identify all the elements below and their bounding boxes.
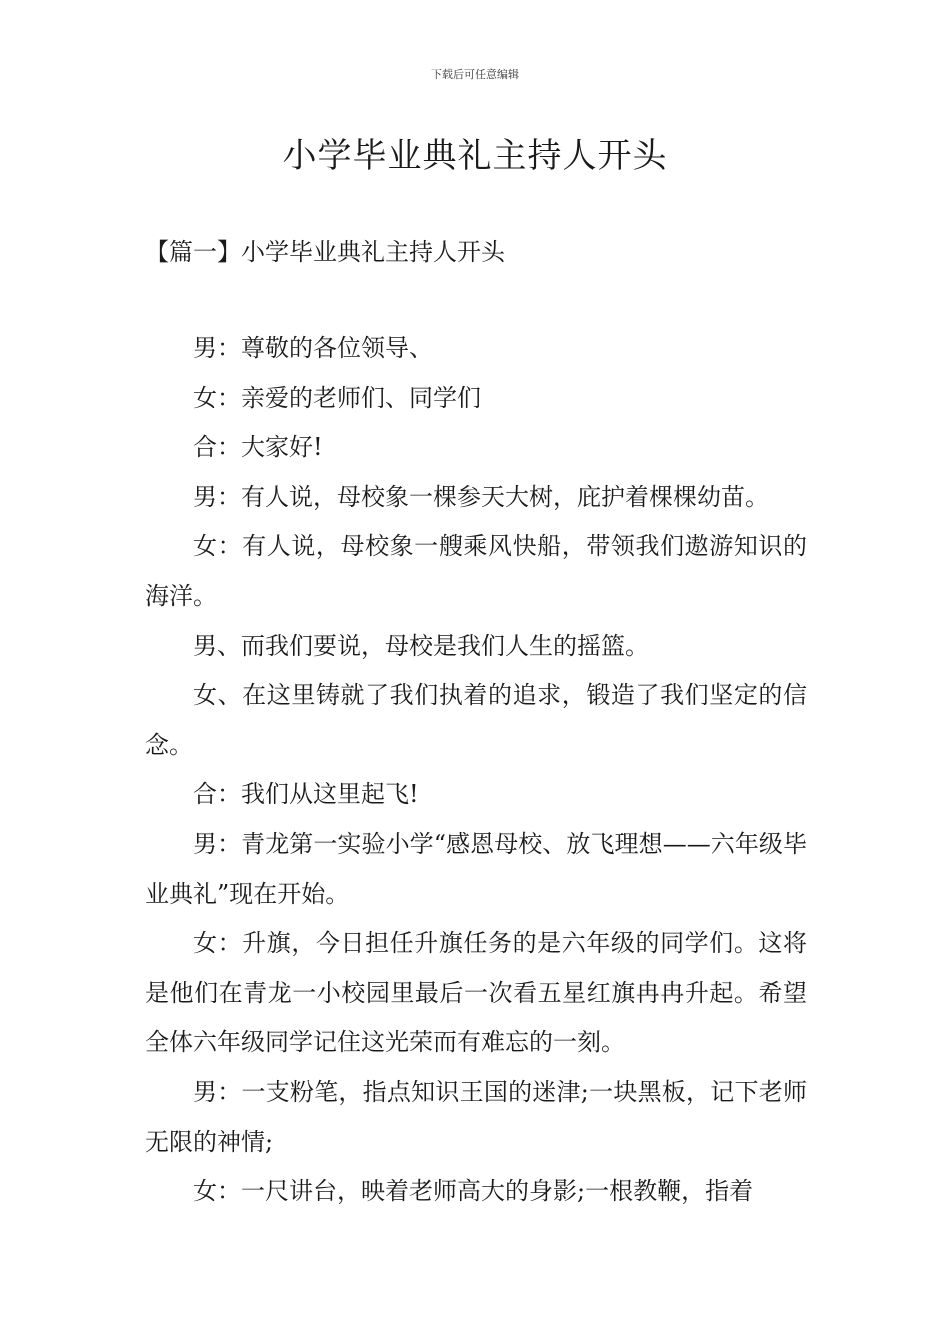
paragraph: 男：一支粉笔，指点知识王国的迷津;一块黑板，记下老师无限的神情; (145, 1077, 807, 1156)
paragraph: 女：一尺讲台，映着老师高大的身影;一根教鞭，指着 (193, 1177, 754, 1206)
paragraph: 女：有人说，母校象一艘乘风快船，带领我们遨游知识的海洋。 (145, 532, 807, 610)
section-heading: 【篇一】小学毕业典礼主持人开头 (145, 238, 505, 266)
paragraph: 男：尊敬的各位领导、 (193, 334, 433, 362)
paragraph: 合：大家好! (193, 433, 323, 462)
paragraph: 女：升旗，今日担任升旗任务的是六年级的同学们。这将是他们在青龙一小校园里最后一次看五星红旗冉冉升起。希望全体六年级同学记住这光荣而有难忘的一刻。 (145, 929, 807, 1057)
document-title: 小学毕业典礼主持人开头 (282, 136, 668, 176)
paragraph: 男、而我们要说，母校是我们人生的摇篮。 (193, 631, 649, 660)
paragraph: 男：青龙第一实验小学“感恩母校、放飞理想——六年级毕业典礼”现在开始。 (145, 829, 807, 908)
paragraph: 合：我们从这里起飞! (193, 780, 419, 809)
header-note: 下载后可任意编辑 (431, 68, 519, 81)
paragraph: 女、在这里铸就了我们执着的追求，锻造了我们坚定的信念。 (145, 681, 807, 759)
paragraph: 男：有人说，母校象一棵参天大树，庇护着棵棵幼苗。 (193, 482, 769, 511)
paragraph: 女：亲爱的老师们、同学们 (193, 383, 481, 412)
document-body (145, 324, 807, 1217)
